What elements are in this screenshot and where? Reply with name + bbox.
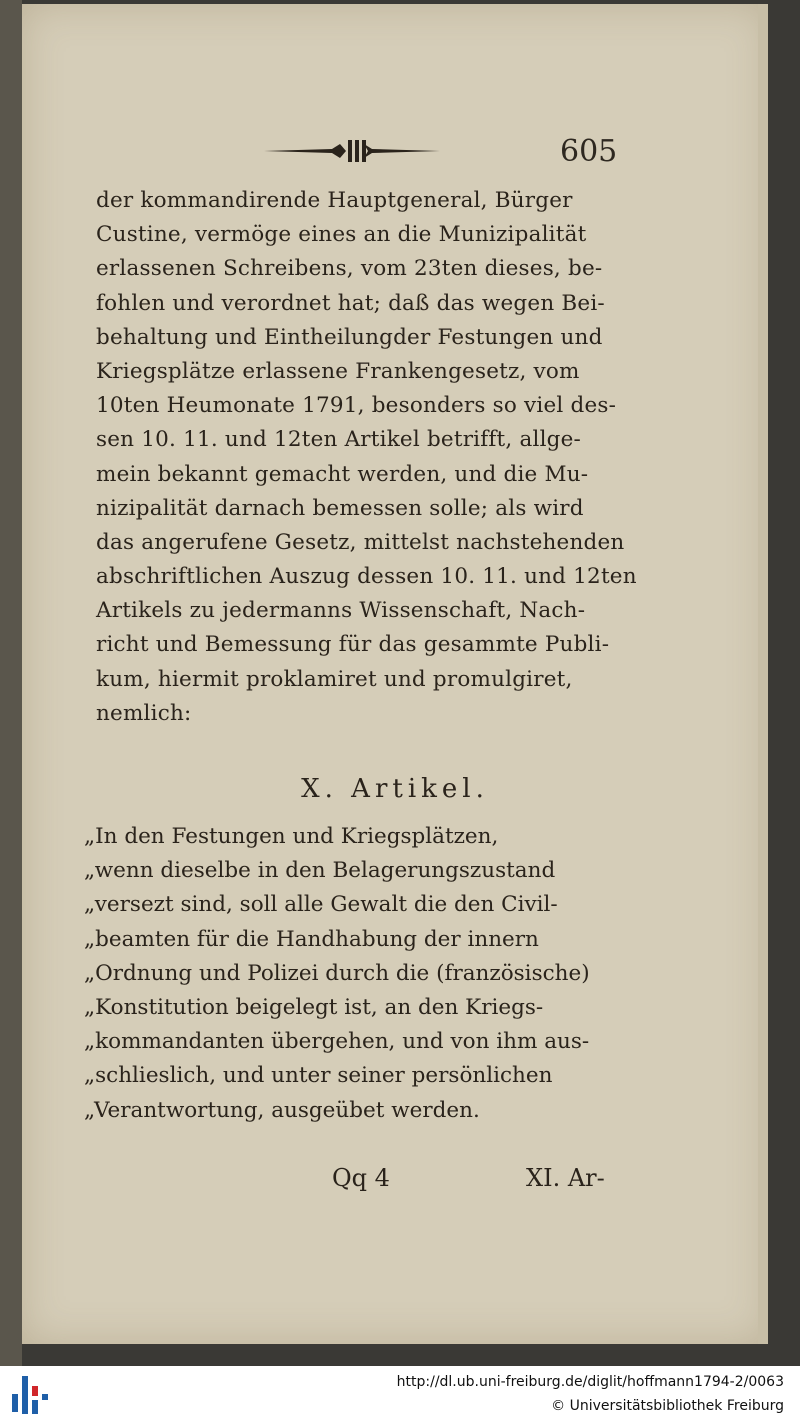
text-line: kum, hiermit proklamiret und promulgiret, — [96, 666, 573, 692]
text-line: behaltung und Eintheilungder Festungen und — [96, 324, 603, 350]
article-quote — [84, 820, 624, 1128]
text-line: 10ten Heumonate 1791, besonders so viel des- — [96, 393, 617, 419]
text-line: abschriftlichen Auszug dessen 10. 11. und 12ten — [96, 564, 637, 590]
text-line: Kriegsplätze erlassene Frankengesetz, vom — [96, 358, 580, 384]
copyright-notice: © Universitätsbibliothek Freiburg — [551, 1398, 784, 1414]
book-page — [22, 4, 768, 1344]
page-edge — [758, 4, 768, 1344]
text-line: Custine, vermöge eines an die Munizipalität — [96, 222, 587, 248]
signature-mark: Qq 4 — [332, 1164, 390, 1192]
quote-line: „schlieslich, und unter seiner persönlichen — [84, 1063, 553, 1089]
text-line: sen 10. 11. und 12ten Artikel betrifft, allge- — [96, 427, 581, 453]
page-number: 605 — [560, 134, 618, 169]
ub-freiburg-logo-icon[interactable] — [8, 1372, 52, 1418]
text-line: erlassenen Schreibens, vom 23ten dieses, be- — [96, 256, 603, 282]
book-spine-edge — [0, 0, 22, 1366]
text-line: nemlich: — [96, 700, 192, 726]
permalink-url[interactable]: http://dl.ub.uni-freiburg.de/diglit/hoffmann1794-2/0063 — [396, 1374, 784, 1390]
text-line: fohlen und verordnet hat; daß das wegen Bei- — [96, 290, 605, 316]
header-ornament-icon — [262, 136, 442, 166]
text-line: mein bekannt gemacht werden, und die Mu- — [96, 461, 589, 487]
quote-line: „kommandanten übergehen, und von ihm aus- — [84, 1029, 590, 1055]
quote-line: „Konstitution beigelegt ist, an den Kriegs- — [84, 994, 544, 1020]
catchword: XI. Ar- — [526, 1164, 605, 1192]
quote-line: „beamten für die Handhabung der innern — [84, 926, 539, 952]
text-line: richt und Bemessung für das gesammte Publi- — [96, 632, 610, 658]
text-line: das angerufene Gesetz, mittelst nachstehenden — [96, 529, 625, 555]
quote-line: „Ordnung und Polizei durch die (französische) — [84, 960, 590, 986]
text-line: nizipalität darnach bemessen solle; als wird — [96, 495, 584, 521]
article-heading: X. Artikel. — [301, 774, 489, 804]
viewer-footer — [0, 1366, 800, 1424]
quote-line: „Verantwortung, ausgeübet werden. — [84, 1097, 480, 1123]
quote-line: „In den Festungen und Kriegsplätzen, — [84, 824, 499, 849]
text-line: Artikels zu jedermanns Wissenschaft, Nach- — [96, 598, 586, 624]
quote-line: „versezt sind, soll alle Gewalt die den Civil- — [84, 892, 558, 918]
quote-line: „wenn dieselbe in den Belagerungszustand — [84, 858, 556, 884]
text-line: der kommandirende Hauptgeneral, Bürger — [96, 188, 573, 213]
body-paragraph — [96, 184, 637, 731]
